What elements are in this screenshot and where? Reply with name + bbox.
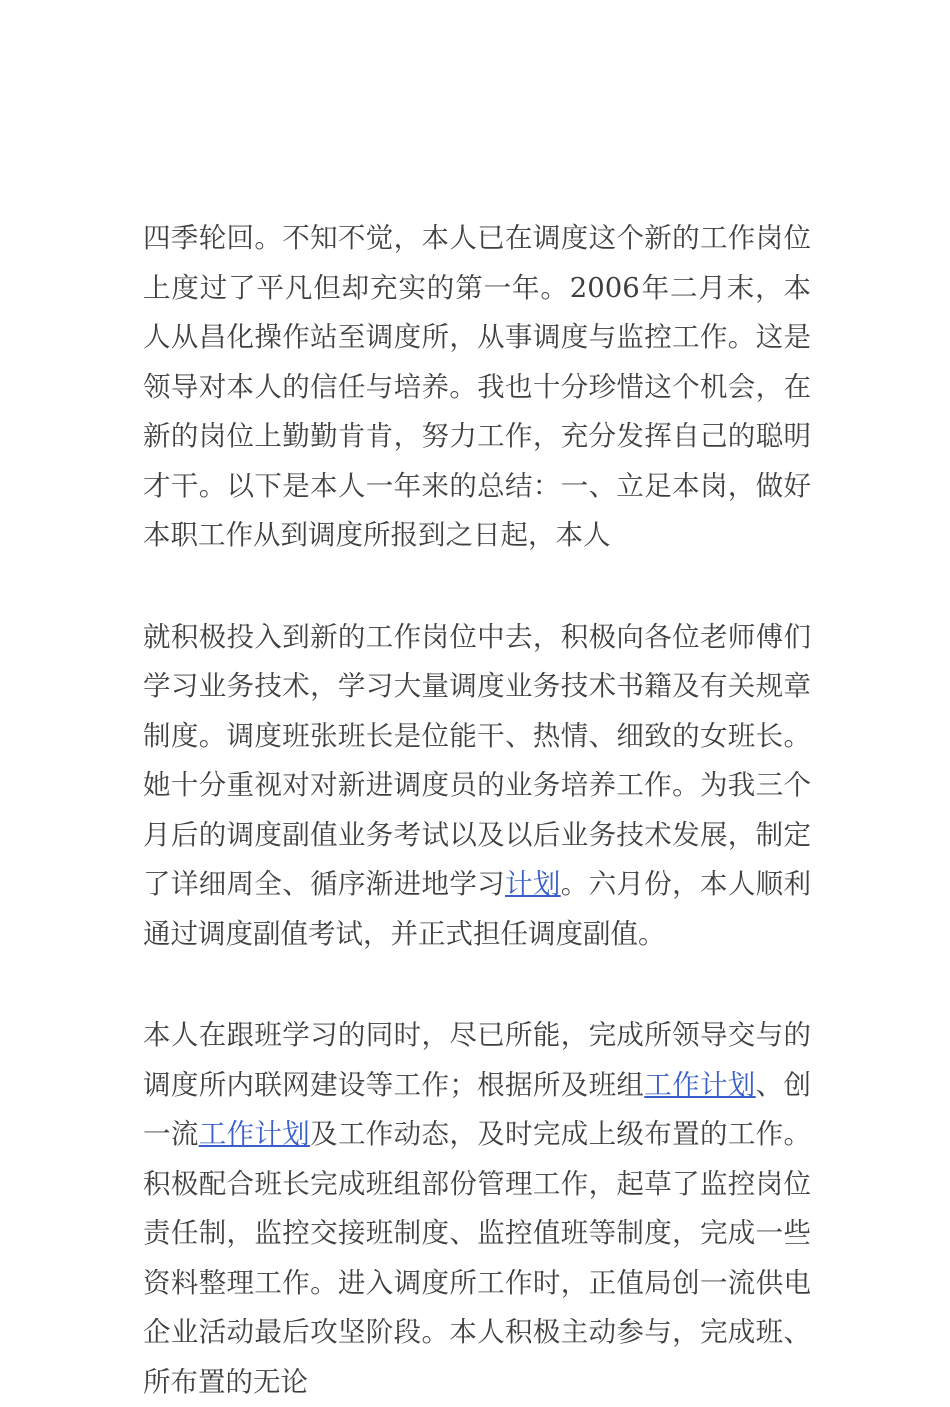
document-body — [143, 214, 811, 1407]
inline-text: 本人在跟班学习的同时，尽已所能，完成所领导交与的调度所内联网建设等工作；根据所及班组 — [143, 1019, 811, 1101]
inline-text: 。六月份，本人顺利通过调度副值考试，并正式担任调度副值。 — [143, 868, 812, 950]
inline-link-1[interactable]: 工作计划 — [644, 1068, 756, 1101]
inline-text: 就积极投入到新的工作岗位中去，积极向各位老师傅们学习业务技术，学习大量调度业务技术书籍及有关规章制度。调度班张班长是位能干、热情、细致的女班长。她十分重视对对新进调度员的业务培养工作。为我三个月后的调度副值业务考试以及以后业务技术发展，制定了详细周全、循序渐进地学习 — [143, 620, 811, 900]
inline-text: 年二月末，本人从昌化操作站至调度所，从事调度与监控工作。这是领导对本人的信任与培养。我也十分珍惜这个机会，在新的岗位上勤勤肯肯，努力工作，充分发挥自己的聪明才干。以下是本人一年来的总结：一、立足本岗，做好本职工作从到调度所报到之日起，本人 — [143, 271, 812, 551]
inline-text: 四季轮回。不知不觉，本人已在调度这个新的工作岗位上度过了平凡但却充实的第一年。 — [143, 222, 811, 304]
paragraph-2 — [143, 613, 811, 960]
paragraph-3 — [143, 1011, 811, 1407]
inline-text: 及工作动态，及时完成上级布置的工作。积极配合班长完成班组部份管理工作，起草了监控岗位责任制，监控交接班制度、监控值班等制度，完成一些资料整理工作。进入调度所工作时，正值局创一流供电企业活动最后攻坚阶段。本人积极主动参与，完成班、所布置的无论 — [143, 1118, 812, 1398]
inline-number: 2006 — [569, 271, 640, 304]
inline-text: 、创一流 — [143, 1068, 812, 1150]
paragraph-1 — [143, 214, 811, 561]
inline-link-2[interactable]: 工作计划 — [198, 1118, 311, 1150]
inline-link-1[interactable]: 计划 — [505, 868, 561, 900]
